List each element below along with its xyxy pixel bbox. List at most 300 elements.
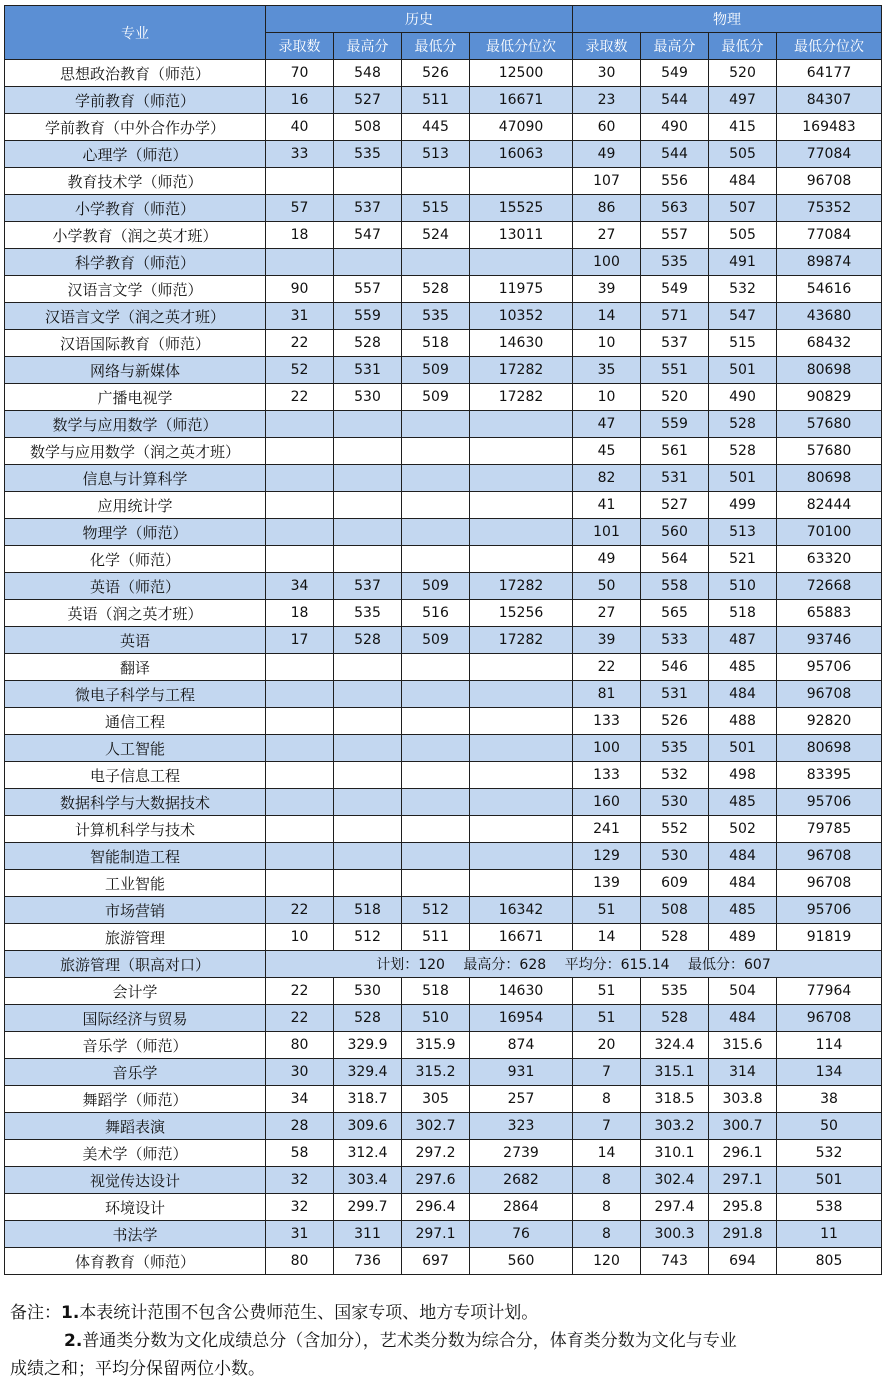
cell-physics-max: 531: [641, 681, 709, 708]
cell-history-min-rank: 931: [470, 1059, 573, 1086]
cell-history-min-rank: 16671: [470, 87, 573, 114]
cell-history-min: [402, 681, 470, 708]
cell-major: 数据科学与大数据技术: [5, 789, 266, 816]
cell-history-min: 697: [402, 1248, 470, 1275]
cell-history-max: 548: [334, 60, 402, 87]
table-row: [5, 519, 882, 546]
cell-history-min-rank: [470, 681, 573, 708]
cell-major: 广播电视学: [5, 384, 266, 411]
note-line-1: [10, 1299, 880, 1327]
cell-major: 体育教育（师范）: [5, 1248, 266, 1275]
cell-physics-min: 488: [709, 708, 777, 735]
cell-physics-admitted: 35: [573, 357, 641, 384]
cell-physics-min: 502: [709, 816, 777, 843]
cell-physics-min: 513: [709, 519, 777, 546]
cell-physics-admitted: 10: [573, 384, 641, 411]
cell-history-max: [334, 249, 402, 276]
cell-major: 微电子科学与工程: [5, 681, 266, 708]
cell-major: 思想政治教育（师范）: [5, 60, 266, 87]
cell-history-max: 303.4: [334, 1167, 402, 1194]
cell-history-max: 557: [334, 276, 402, 303]
table-row: [5, 411, 882, 438]
cell-history-max: 528: [334, 1005, 402, 1032]
cell-physics-min-rank: 38: [777, 1086, 882, 1113]
cell-history-min-rank: 17282: [470, 627, 573, 654]
cell-physics-min-rank: 57680: [777, 411, 882, 438]
cell-major: 小学教育（润之英才班）: [5, 222, 266, 249]
cell-history-max: 537: [334, 573, 402, 600]
cell-physics-max: 549: [641, 276, 709, 303]
cell-physics-max: 535: [641, 978, 709, 1005]
table-row: [5, 789, 882, 816]
cell-history-min-rank: [470, 492, 573, 519]
cell-history-admitted: [266, 249, 334, 276]
cell-history-max: 535: [334, 141, 402, 168]
cell-history-min-rank: 16671: [470, 924, 573, 951]
cell-history-max: 318.7: [334, 1086, 402, 1113]
cell-physics-min: 501: [709, 465, 777, 492]
table-row: [5, 546, 882, 573]
cell-physics-min: 415: [709, 114, 777, 141]
cell-history-min: 513: [402, 141, 470, 168]
note-line-2: [10, 1327, 880, 1355]
cell-history-max: 527: [334, 87, 402, 114]
cell-physics-admitted: 8: [573, 1086, 641, 1113]
cell-physics-min: 505: [709, 222, 777, 249]
cell-history-min-rank: 874: [470, 1032, 573, 1059]
cell-major: 美术学（师范）: [5, 1140, 266, 1167]
cell-history-min: 297.1: [402, 1221, 470, 1248]
cell-physics-admitted: 14: [573, 303, 641, 330]
cell-history-min-rank: [470, 546, 573, 573]
cell-physics-admitted: 39: [573, 627, 641, 654]
cell-physics-admitted: 107: [573, 168, 641, 195]
cell-history-max: 518: [334, 897, 402, 924]
cell-history-max: 299.7: [334, 1194, 402, 1221]
cell-history-max: [334, 438, 402, 465]
cell-history-admitted: [266, 681, 334, 708]
table-row: [5, 573, 882, 600]
cell-physics-min-rank: 89874: [777, 249, 882, 276]
cell-history-admitted: 22: [266, 1005, 334, 1032]
cell-history-min: [402, 789, 470, 816]
cell-history-max: 535: [334, 600, 402, 627]
cell-physics-max: 564: [641, 546, 709, 573]
cell-history-max: 309.6: [334, 1113, 402, 1140]
cell-major: 汉语言文学（润之英才班）: [5, 303, 266, 330]
cell-physics-min-rank: 80698: [777, 357, 882, 384]
cell-physics-min: 490: [709, 384, 777, 411]
table-row: [5, 1113, 882, 1140]
cell-history-min-rank: [470, 168, 573, 195]
cell-physics-max: 537: [641, 330, 709, 357]
table-row: [5, 276, 882, 303]
cell-physics-max: 552: [641, 816, 709, 843]
cell-physics-min-rank: 91819: [777, 924, 882, 951]
cell-physics-admitted: 49: [573, 141, 641, 168]
cell-history-max: [334, 168, 402, 195]
cell-physics-admitted: 60: [573, 114, 641, 141]
cell-physics-min: 694: [709, 1248, 777, 1275]
table-row: [5, 195, 882, 222]
cell-physics-max: 300.3: [641, 1221, 709, 1248]
header-physics-min-rank: 最低分位次: [777, 33, 882, 60]
cell-physics-min: 484: [709, 168, 777, 195]
cell-major: 智能制造工程: [5, 843, 266, 870]
cell-history-min-rank: 2739: [470, 1140, 573, 1167]
note-2-text: 普通类分数为文化成绩总分（含加分），艺术类分数为综合分，体育类分数为文化与专业: [82, 1331, 737, 1351]
cell-major: 数学与应用数学（师范）: [5, 411, 266, 438]
cell-physics-admitted: 120: [573, 1248, 641, 1275]
cell-history-min-rank: [470, 789, 573, 816]
note-1-text: 本表统计范围不包含公费师范生、国家专项、地方专项计划。: [79, 1303, 539, 1323]
cell-physics-admitted: 50: [573, 573, 641, 600]
cell-history-min: 305: [402, 1086, 470, 1113]
table-row: [5, 1194, 882, 1221]
cell-major: 汉语言文学（师范）: [5, 276, 266, 303]
table-row: [5, 762, 882, 789]
cell-physics-max: 559: [641, 411, 709, 438]
cell-physics-max: 490: [641, 114, 709, 141]
note-2-text-cont: 成绩之和；平均分保留两位小数。: [10, 1359, 265, 1379]
cell-physics-admitted: 27: [573, 222, 641, 249]
cell-history-max: [334, 546, 402, 573]
cell-history-min-rank: [470, 762, 573, 789]
cell-history-max: 508: [334, 114, 402, 141]
cell-history-min: 518: [402, 330, 470, 357]
cell-physics-admitted: 139: [573, 870, 641, 897]
cell-history-max: [334, 654, 402, 681]
cell-history-max: 312.4: [334, 1140, 402, 1167]
cell-major: 视觉传达设计: [5, 1167, 266, 1194]
cell-physics-min: 484: [709, 870, 777, 897]
cell-history-admitted: 28: [266, 1113, 334, 1140]
cell-history-min-rank: [470, 843, 573, 870]
cell-physics-admitted: 7: [573, 1113, 641, 1140]
cell-physics-max: 535: [641, 249, 709, 276]
cell-history-admitted: [266, 411, 334, 438]
cell-major: 人工智能: [5, 735, 266, 762]
cell-physics-min: 300.7: [709, 1113, 777, 1140]
cell-major: 物理学（师范）: [5, 519, 266, 546]
note-label: 备注：: [10, 1303, 61, 1323]
table-row: [5, 1005, 882, 1032]
cell-physics-max: 324.4: [641, 1032, 709, 1059]
cell-history-admitted: 30: [266, 1059, 334, 1086]
cell-history-max: 311: [334, 1221, 402, 1248]
cell-physics-min: 291.8: [709, 1221, 777, 1248]
cell-history-min: [402, 654, 470, 681]
cell-major: 化学（师范）: [5, 546, 266, 573]
cell-history-min: [402, 762, 470, 789]
cell-history-admitted: 16: [266, 87, 334, 114]
header-history-max: 最高分: [334, 33, 402, 60]
cell-physics-admitted: 27: [573, 600, 641, 627]
cell-history-min-rank: [470, 465, 573, 492]
cell-history-min-rank: [470, 519, 573, 546]
cell-history-max: [334, 492, 402, 519]
note-line-3: [10, 1355, 880, 1383]
cell-history-min: 445: [402, 114, 470, 141]
cell-physics-admitted: 41: [573, 492, 641, 519]
cell-physics-max: 297.4: [641, 1194, 709, 1221]
cell-physics-min-rank: 82444: [777, 492, 882, 519]
cell-history-min: 518: [402, 978, 470, 1005]
cell-history-min: [402, 843, 470, 870]
cell-physics-max: 318.5: [641, 1086, 709, 1113]
cell-history-min-rank: [470, 411, 573, 438]
table-row: [5, 1248, 882, 1275]
cell-merged-summary: 计划：120 最高分：628 平均分：615.14 最低分：607: [266, 951, 882, 978]
cell-history-min-rank: [470, 249, 573, 276]
cell-physics-admitted: 8: [573, 1221, 641, 1248]
cell-physics-min: 520: [709, 60, 777, 87]
cell-history-min: [402, 168, 470, 195]
cell-history-admitted: [266, 735, 334, 762]
cell-physics-min-rank: 532: [777, 1140, 882, 1167]
cell-history-min-rank: 76: [470, 1221, 573, 1248]
cell-physics-min-rank: 95706: [777, 897, 882, 924]
cell-history-min: 315.2: [402, 1059, 470, 1086]
cell-physics-min: 499: [709, 492, 777, 519]
cell-physics-admitted: 8: [573, 1167, 641, 1194]
cell-physics-min-rank: 77964: [777, 978, 882, 1005]
cell-history-admitted: [266, 843, 334, 870]
cell-major: 科学教育（师范）: [5, 249, 266, 276]
cell-history-min: [402, 870, 470, 897]
cell-physics-admitted: 133: [573, 708, 641, 735]
cell-history-admitted: 34: [266, 573, 334, 600]
cell-physics-min-rank: 805: [777, 1248, 882, 1275]
table-row: [5, 330, 882, 357]
cell-history-max: [334, 843, 402, 870]
table-row: [5, 951, 882, 978]
cell-physics-admitted: 160: [573, 789, 641, 816]
cell-major: 旅游管理（职高对口）: [5, 951, 266, 978]
cell-physics-max: 535: [641, 735, 709, 762]
cell-physics-admitted: 23: [573, 87, 641, 114]
header-history: 历史: [266, 6, 573, 33]
cell-history-max: 512: [334, 924, 402, 951]
table-body: [5, 60, 882, 1275]
table-row: [5, 1221, 882, 1248]
cell-history-admitted: 80: [266, 1032, 334, 1059]
cell-physics-min: 484: [709, 1005, 777, 1032]
cell-physics-max: 528: [641, 924, 709, 951]
cell-history-min-rank: 257: [470, 1086, 573, 1113]
cell-physics-min-rank: 96708: [777, 1005, 882, 1032]
cell-history-admitted: 32: [266, 1194, 334, 1221]
cell-physics-min: 484: [709, 843, 777, 870]
cell-physics-min-rank: 80698: [777, 735, 882, 762]
cell-history-admitted: 18: [266, 222, 334, 249]
cell-history-min-rank: [470, 816, 573, 843]
cell-history-min: 528: [402, 276, 470, 303]
cell-history-admitted: [266, 465, 334, 492]
cell-history-admitted: [266, 789, 334, 816]
admission-score-table: [4, 5, 882, 1275]
cell-history-min: [402, 249, 470, 276]
cell-history-max: 530: [334, 978, 402, 1005]
cell-history-admitted: 34: [266, 1086, 334, 1113]
cell-major: 市场营销: [5, 897, 266, 924]
cell-history-min: [402, 465, 470, 492]
cell-history-max: [334, 465, 402, 492]
cell-history-admitted: [266, 546, 334, 573]
cell-history-admitted: 70: [266, 60, 334, 87]
cell-major: 网络与新媒体: [5, 357, 266, 384]
cell-physics-max: 557: [641, 222, 709, 249]
cell-history-admitted: 31: [266, 303, 334, 330]
cell-history-min-rank: 16954: [470, 1005, 573, 1032]
cell-major: 舞蹈表演: [5, 1113, 266, 1140]
cell-history-min: 297.2: [402, 1140, 470, 1167]
cell-history-admitted: 80: [266, 1248, 334, 1275]
cell-physics-min: 497: [709, 87, 777, 114]
cell-history-min: [402, 492, 470, 519]
cell-history-max: [334, 519, 402, 546]
header-major: 专业: [5, 6, 266, 60]
cell-physics-min-rank: 77084: [777, 222, 882, 249]
table-row: [5, 303, 882, 330]
cell-history-admitted: [266, 762, 334, 789]
cell-history-admitted: 31: [266, 1221, 334, 1248]
cell-history-admitted: [266, 519, 334, 546]
table-row: [5, 384, 882, 411]
cell-history-min-rank: 10352: [470, 303, 573, 330]
cell-physics-max: 571: [641, 303, 709, 330]
table-row: [5, 1059, 882, 1086]
cell-major: 通信工程: [5, 708, 266, 735]
cell-physics-min: 489: [709, 924, 777, 951]
cell-major: 小学教育（师范）: [5, 195, 266, 222]
cell-physics-min-rank: 63320: [777, 546, 882, 573]
cell-major: 英语: [5, 627, 266, 654]
cell-history-admitted: 90: [266, 276, 334, 303]
cell-physics-max: 532: [641, 762, 709, 789]
cell-physics-max: 565: [641, 600, 709, 627]
header-history-admitted: 录取数: [266, 33, 334, 60]
cell-physics-admitted: 101: [573, 519, 641, 546]
table-row: [5, 141, 882, 168]
cell-history-max: 329.9: [334, 1032, 402, 1059]
cell-history-admitted: 58: [266, 1140, 334, 1167]
cell-physics-max: 527: [641, 492, 709, 519]
cell-physics-min-rank: 75352: [777, 195, 882, 222]
cell-history-admitted: 22: [266, 384, 334, 411]
cell-physics-min-rank: 64177: [777, 60, 882, 87]
cell-physics-min: 484: [709, 681, 777, 708]
cell-physics-max: 544: [641, 87, 709, 114]
cell-physics-max: 560: [641, 519, 709, 546]
cell-history-min: 511: [402, 924, 470, 951]
cell-physics-min-rank: 79785: [777, 816, 882, 843]
table-row: [5, 654, 882, 681]
cell-history-max: 537: [334, 195, 402, 222]
cell-physics-min: 295.8: [709, 1194, 777, 1221]
cell-physics-max: 530: [641, 789, 709, 816]
cell-history-min: 526: [402, 60, 470, 87]
cell-physics-min: 485: [709, 789, 777, 816]
cell-physics-admitted: 10: [573, 330, 641, 357]
cell-physics-admitted: 7: [573, 1059, 641, 1086]
cell-major: 工业智能: [5, 870, 266, 897]
cell-major: 音乐学（师范）: [5, 1032, 266, 1059]
cell-history-min: [402, 735, 470, 762]
cell-physics-min: 315.6: [709, 1032, 777, 1059]
cell-major: 舞蹈学（师范）: [5, 1086, 266, 1113]
cell-physics-min: 507: [709, 195, 777, 222]
cell-physics-min: 528: [709, 411, 777, 438]
cell-physics-admitted: 51: [573, 978, 641, 1005]
cell-history-admitted: [266, 168, 334, 195]
table-row: [5, 87, 882, 114]
cell-physics-max: 549: [641, 60, 709, 87]
cell-physics-max: 530: [641, 843, 709, 870]
cell-history-min-rank: [470, 654, 573, 681]
cell-history-min: 315.9: [402, 1032, 470, 1059]
cell-history-min-rank: 2864: [470, 1194, 573, 1221]
cell-physics-min-rank: 65883: [777, 600, 882, 627]
cell-history-admitted: [266, 654, 334, 681]
table-row: [5, 870, 882, 897]
cell-history-admitted: 17: [266, 627, 334, 654]
cell-physics-admitted: 30: [573, 60, 641, 87]
cell-major: 旅游管理: [5, 924, 266, 951]
cell-physics-admitted: 86: [573, 195, 641, 222]
cell-history-max: 528: [334, 627, 402, 654]
cell-physics-max: 315.1: [641, 1059, 709, 1086]
cell-physics-min: 547: [709, 303, 777, 330]
notes: [10, 1299, 880, 1383]
cell-major: 计算机科学与技术: [5, 816, 266, 843]
cell-history-min-rank: 323: [470, 1113, 573, 1140]
cell-history-min-rank: 16342: [470, 897, 573, 924]
cell-physics-min: 515: [709, 330, 777, 357]
cell-history-admitted: 33: [266, 141, 334, 168]
cell-physics-min-rank: 169483: [777, 114, 882, 141]
cell-physics-min-rank: 95706: [777, 654, 882, 681]
cell-history-max: [334, 735, 402, 762]
cell-history-max: [334, 708, 402, 735]
cell-physics-min-rank: 11: [777, 1221, 882, 1248]
cell-physics-min-rank: 57680: [777, 438, 882, 465]
cell-physics-min: 498: [709, 762, 777, 789]
cell-history-min: 511: [402, 87, 470, 114]
cell-history-max: [334, 762, 402, 789]
cell-history-min-rank: 16063: [470, 141, 573, 168]
cell-physics-min: 505: [709, 141, 777, 168]
cell-history-min-rank: 560: [470, 1248, 573, 1275]
cell-physics-min-rank: 114: [777, 1032, 882, 1059]
cell-major: 环境设计: [5, 1194, 266, 1221]
table-row: [5, 843, 882, 870]
cell-physics-min-rank: 92820: [777, 708, 882, 735]
cell-physics-min: 510: [709, 573, 777, 600]
cell-history-min-rank: 14630: [470, 330, 573, 357]
cell-physics-min-rank: 43680: [777, 303, 882, 330]
header-physics-min: 最低分: [709, 33, 777, 60]
cell-physics-admitted: 241: [573, 816, 641, 843]
cell-history-min: [402, 438, 470, 465]
cell-physics-admitted: 51: [573, 897, 641, 924]
table-row: [5, 897, 882, 924]
cell-major: 英语（润之英才班）: [5, 600, 266, 627]
cell-physics-admitted: 129: [573, 843, 641, 870]
cell-history-min-rank: [470, 735, 573, 762]
cell-history-min: 510: [402, 1005, 470, 1032]
table-row: [5, 1086, 882, 1113]
